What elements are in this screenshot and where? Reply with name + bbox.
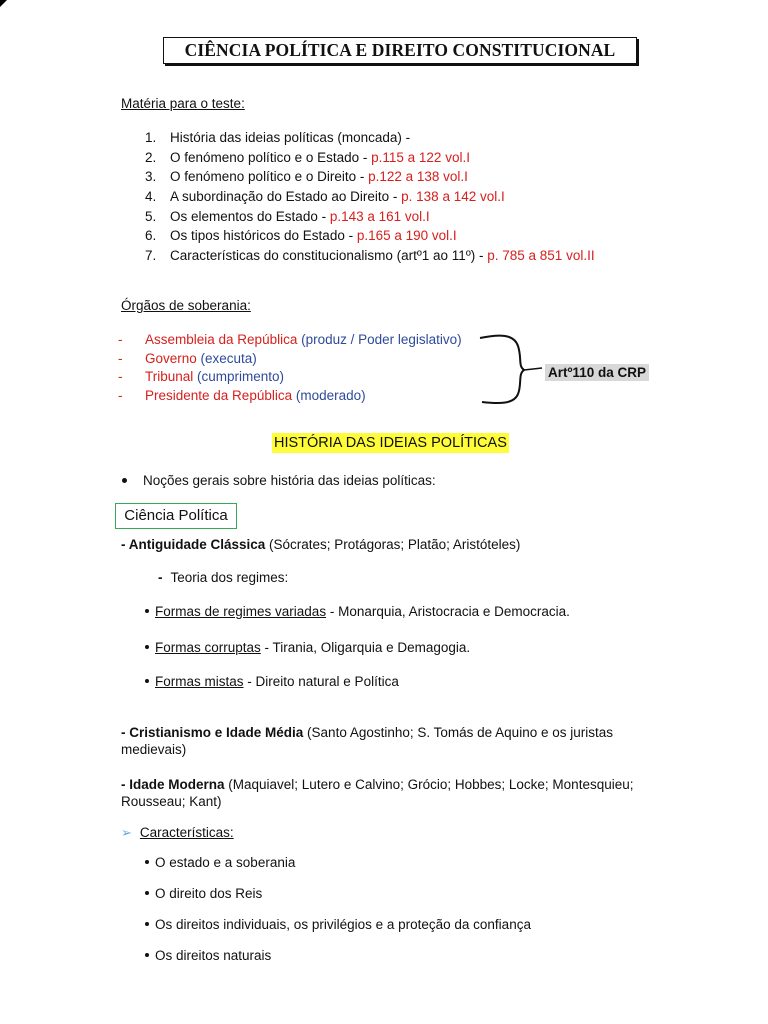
document-title: CIÊNCIA POLÍTICA E DIREITO CONSTITUCIONAL bbox=[163, 37, 637, 64]
dash-icon: - bbox=[158, 570, 163, 585]
cristianismo-paragraph: - Cristianismo e Idade Média (Santo Agostinho; S. Tomás de Aquino e os juristas medievais) bbox=[121, 725, 613, 757]
caracteristicas-heading: ➢ Características: bbox=[121, 825, 234, 840]
caracteristica-item: O direito dos Reis bbox=[145, 886, 262, 901]
orgaos-heading: Órgãos de soberania: bbox=[121, 298, 251, 313]
materia-item: 7. Características do constitucionalismo (artº1 ao 11º) - p. 785 a 851 vol.II bbox=[145, 248, 595, 264]
bullet-icon bbox=[145, 860, 149, 864]
article-label: Artº110 da CRP bbox=[545, 364, 649, 381]
materia-item: 6. Os tipos históricos do Estado - p.165 a 190 vol.I bbox=[145, 228, 457, 244]
bullet-icon bbox=[145, 953, 149, 957]
orgao-item: - Governo (executa) bbox=[118, 350, 257, 366]
teoria-line: - Teoria dos regimes: bbox=[158, 570, 289, 585]
regime-item: Formas mistas - Direito natural e Política bbox=[145, 674, 399, 689]
bullet-icon bbox=[145, 891, 149, 895]
bullet-icon bbox=[145, 922, 149, 926]
bullet-icon bbox=[145, 679, 149, 683]
orgaos-list bbox=[118, 331, 462, 405]
caracteristica-item: Os direitos naturais bbox=[145, 948, 271, 963]
bullet-icon bbox=[145, 645, 149, 649]
materia-item: 3. O fenómeno político e o Direito - p.122 a 138 vol.I bbox=[145, 169, 468, 185]
materia-item: 4. A subordinação do Estado ao Direito - p. 138 a 142 vol.I bbox=[145, 189, 505, 205]
caracteristica-item: O estado e a soberania bbox=[145, 855, 295, 870]
ciencia-politica-box: Ciência Política bbox=[115, 503, 237, 529]
regime-item: Formas corruptas - Tirania, Oligarquia e Demagogia. bbox=[145, 640, 470, 655]
orgao-item: - Tribunal (cumprimento) bbox=[118, 369, 285, 384]
caracteristica-item: Os direitos individuais, os privilégios e a proteção da confiança bbox=[145, 917, 531, 932]
materia-item: 2. O fenómeno político e o Estado - p.115 a 122 vol.I bbox=[145, 149, 470, 165]
arrow-bullet-icon: ➢ bbox=[121, 825, 132, 840]
bullet-icon bbox=[122, 478, 127, 483]
materia-item: 1. História das ideias políticas (moncada) - bbox=[145, 130, 411, 145]
materia-item: 5. Os elementos do Estado - p.143 a 161 vol.I bbox=[145, 208, 430, 224]
antiguidade-line: - Antiguidade Clássica (Sócrates; Protágoras; Platão; Aristóteles) bbox=[121, 537, 521, 552]
moderna-paragraph: - Idade Moderna (Maquiavel; Lutero e Calvino; Grócio; Hobbes; Locke; Montesquieu; Rousseau; Kant) bbox=[121, 777, 634, 809]
brace-icon bbox=[478, 332, 548, 406]
page-corner-mark bbox=[0, 0, 7, 7]
orgao-item: - Assembleia da República (produz / Poder legislativo) bbox=[118, 332, 462, 347]
nocoes-line: Noções gerais sobre história das ideias políticas: bbox=[122, 473, 436, 488]
section-heading: HISTÓRIA DAS IDEIAS POLÍTICAS bbox=[274, 435, 507, 451]
bullet-icon bbox=[145, 609, 149, 613]
orgao-item: - Presidente da República (moderado) bbox=[118, 387, 366, 403]
materia-list bbox=[145, 128, 595, 266]
materia-heading: Matéria para o teste: bbox=[121, 96, 245, 111]
regime-item: Formas de regimes variadas - Monarquia, Aristocracia e Democracia. bbox=[145, 604, 570, 619]
